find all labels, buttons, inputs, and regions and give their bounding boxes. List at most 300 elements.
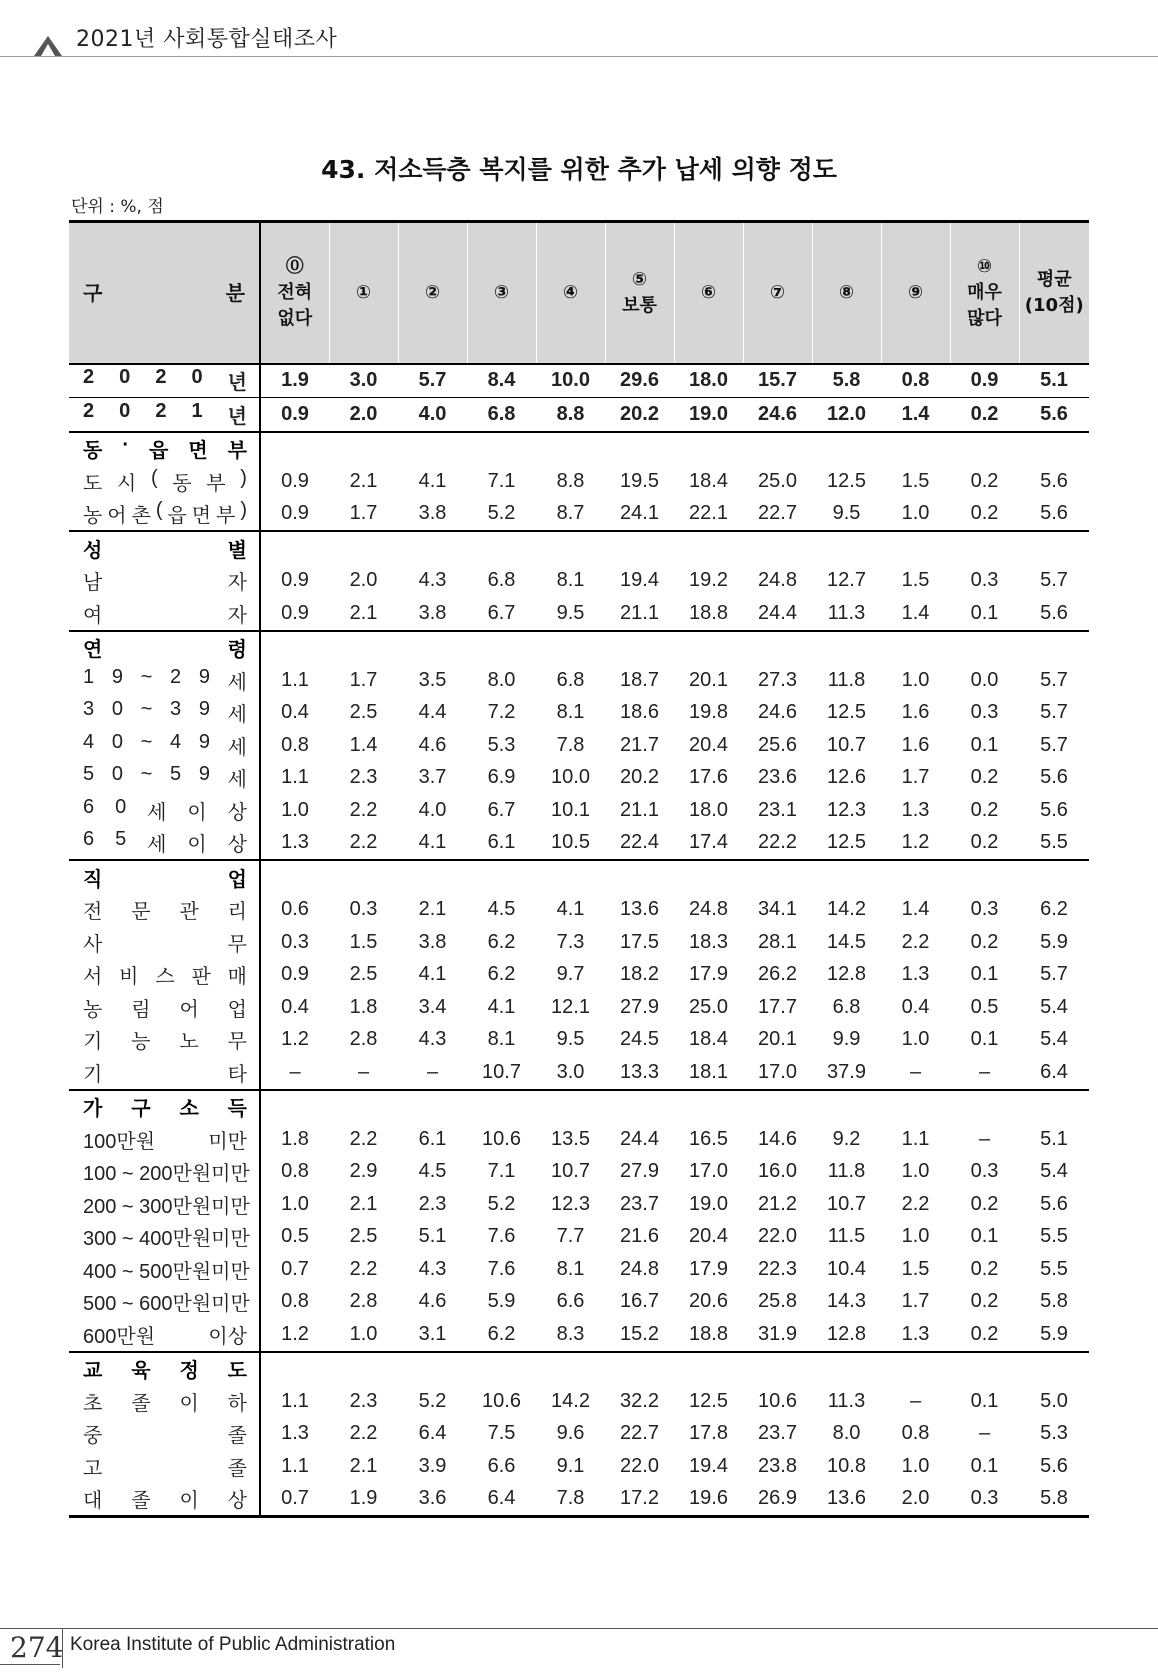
data-cell: 12.5 (827, 701, 866, 724)
data-cell: 0.9 (281, 469, 309, 492)
data-cell: 5.7 (1040, 701, 1068, 724)
data-cell: 24.8 (620, 1257, 659, 1280)
table-title: 43. 저소득층 복지를 위한 추가 납세 의향 정도 (321, 155, 837, 184)
data-cell: 5.6 (1040, 469, 1068, 492)
data-cell: 14.5 (827, 930, 866, 953)
data-cell: 3.0 (556, 1060, 585, 1083)
data-cell (743, 1352, 812, 1386)
data-cell: 6.8 (467, 398, 536, 432)
footer-rule (0, 1628, 1158, 1629)
row-label (69, 364, 260, 398)
row-label-text: 동 · 읍 면 부 (83, 434, 247, 463)
data-cell: 2.1 (418, 898, 447, 921)
data-cell: 16.0 (758, 1160, 797, 1183)
data-cell: 1.4 (881, 398, 950, 432)
data-cell: – (978, 1060, 991, 1083)
row-label-text: 100만원 미만 (83, 1130, 247, 1153)
data-cell: 1.0 (901, 1454, 930, 1477)
data-cell: 24.1 (620, 502, 659, 525)
data-cell: 6.2 (487, 930, 516, 953)
section-row (69, 1352, 1089, 1386)
data-cell (260, 860, 329, 894)
data-cell: 18.0 (674, 364, 743, 398)
data-cell: 24.8 (689, 898, 728, 921)
year-row (69, 398, 1089, 432)
data-cell: 20.4 (689, 733, 728, 756)
data-cell: 22.4 (620, 831, 659, 854)
data-cell: 1.3 (901, 1322, 930, 1345)
data-cell: 1.8 (281, 1127, 309, 1150)
table-row (69, 1188, 1089, 1221)
row-label-text: 300 ~ 400만원 미만 (83, 1228, 250, 1251)
data-cell: 0.2 (970, 1192, 999, 1215)
data-cell: 27.3 (758, 668, 797, 691)
row-label-text: 중 졸 (83, 1425, 247, 1448)
row-header-right: 분 (225, 280, 245, 305)
data-cell: 21.1 (620, 601, 659, 624)
column-header-line: 없다 (277, 307, 313, 329)
data-cell: 5.5 (1040, 1257, 1068, 1280)
data-cell: 20.6 (689, 1290, 728, 1313)
data-cell: 10.6 (758, 1389, 797, 1412)
data-cell: 0.8 (281, 1290, 309, 1313)
data-cell (812, 432, 881, 466)
column-header-line: ④ (562, 281, 579, 303)
data-cell: 1.1 (281, 766, 309, 789)
data-cell: 0.9 (260, 398, 329, 432)
data-cell: 1.3 (901, 963, 930, 986)
data-cell (1019, 432, 1089, 466)
data-cell: 0.8 (281, 733, 309, 756)
row-label-text: 직 업 (83, 868, 247, 891)
row-label-text: 500 ~ 600만원 미만 (83, 1293, 250, 1316)
data-cell: – (357, 1060, 370, 1083)
data-cell: 10.7 (482, 1060, 521, 1083)
data-cell (329, 1090, 398, 1124)
data-cell: 1.0 (901, 1225, 930, 1248)
data-cell: 19.0 (689, 1192, 728, 1215)
column-header-line: ⑥ (700, 281, 717, 303)
data-cell: 5.9 (487, 1290, 516, 1313)
data-cell (950, 1352, 1019, 1386)
table-row (69, 1253, 1089, 1286)
data-cell: 3.8 (418, 601, 447, 624)
data-cell (398, 1090, 467, 1124)
data-cell: 17.7 (758, 995, 797, 1018)
data-cell (605, 860, 674, 894)
data-cell: 5.7 (1040, 963, 1068, 986)
data-cell: 5.2 (418, 1389, 447, 1412)
table-row (69, 1123, 1089, 1156)
data-cell: 9.5 (832, 502, 861, 525)
header-logo-mark (34, 36, 62, 56)
data-cell: – (289, 1060, 301, 1083)
row-label (69, 729, 260, 762)
data-cell: 5.7 (398, 364, 467, 398)
data-cell: 6.2 (487, 963, 516, 986)
table-row (69, 959, 1089, 992)
data-cell: 31.9 (758, 1322, 797, 1345)
table-row (69, 1221, 1089, 1254)
data-cell: 17.5 (620, 930, 659, 953)
data-cell: 5.5 (1040, 1225, 1068, 1248)
data-cell: 12.8 (827, 1322, 866, 1345)
column-header-line: ⑩ (976, 255, 993, 277)
data-cell: 5.2 (487, 502, 516, 525)
data-cell: 27.9 (620, 1160, 659, 1183)
row-label (69, 1221, 260, 1254)
row-label (69, 1253, 260, 1286)
data-cell: 7.8 (556, 733, 585, 756)
data-cell: 1.3 (901, 798, 930, 821)
column-header-8 (812, 222, 881, 364)
data-cell: 5.1 (1019, 364, 1089, 398)
data-cell: 1.7 (349, 502, 378, 525)
data-cell: 19.5 (620, 469, 659, 492)
column-header-4 (536, 222, 605, 364)
row-label (69, 1024, 260, 1057)
row-label-text: 5 0 ~ 5 9 세 (83, 763, 247, 792)
row-label-text: 고 졸 (83, 1457, 247, 1480)
data-cell: 10.0 (536, 364, 605, 398)
data-cell: 21.7 (620, 733, 659, 756)
data-cell: 6.4 (1040, 1060, 1068, 1083)
data-cell: – (978, 1422, 991, 1445)
table-row (69, 894, 1089, 927)
data-cell: 4.0 (418, 798, 447, 821)
data-cell: 1.0 (281, 1192, 309, 1215)
table-row (69, 794, 1089, 827)
row-label (69, 498, 260, 532)
data-cell: 2.2 (349, 1257, 378, 1280)
data-cell: 7.2 (487, 701, 516, 724)
data-cell (536, 1352, 605, 1386)
section-row (69, 860, 1089, 894)
data-cell: 0.5 (281, 1225, 309, 1248)
data-cell: 4.1 (418, 963, 447, 986)
data-cell (536, 531, 605, 565)
data-cell: 20.4 (689, 1225, 728, 1248)
row-label (69, 1352, 260, 1386)
data-cell: 10.1 (551, 798, 590, 821)
data-cell: 0.4 (281, 701, 309, 724)
data-cell: 2.8 (349, 1028, 378, 1051)
data-cell: 1.5 (901, 569, 930, 592)
data-cell (329, 531, 398, 565)
data-cell: 10.6 (482, 1127, 521, 1150)
data-cell (881, 432, 950, 466)
data-cell: 8.8 (556, 469, 585, 492)
data-cell: 3.7 (418, 766, 447, 789)
data-cell: 4.6 (418, 733, 447, 756)
data-cell (536, 860, 605, 894)
data-cell: 11.8 (827, 1160, 866, 1183)
data-cell (950, 1090, 1019, 1124)
data-cell: – (426, 1060, 439, 1083)
data-cell: 18.7 (620, 668, 659, 691)
data-cell (674, 1352, 743, 1386)
data-cell: 17.8 (689, 1422, 728, 1445)
data-cell: 1.0 (281, 798, 309, 821)
table-row (69, 697, 1089, 730)
data-cell (1019, 1352, 1089, 1386)
column-header-line: 매우 (967, 281, 1002, 303)
data-cell: 9.7 (556, 963, 585, 986)
data-cell: 4.3 (418, 1028, 447, 1051)
data-cell: 22.3 (758, 1257, 797, 1280)
data-cell: 4.5 (487, 898, 516, 921)
table-row (69, 565, 1089, 598)
data-cell (398, 631, 467, 665)
row-label (69, 1450, 260, 1483)
data-cell: 15.2 (620, 1322, 659, 1345)
data-cell: 23.7 (758, 1422, 797, 1445)
column-header-line: ⑦ (769, 281, 786, 303)
row-label-text: 농 림 어 업 (83, 998, 247, 1021)
data-cell: 2.1 (349, 601, 378, 624)
row-label-text: 연 령 (83, 639, 247, 662)
table-row (69, 827, 1089, 861)
section-row (69, 631, 1089, 665)
data-cell: 10.7 (827, 1192, 866, 1215)
data-cell: 3.5 (418, 668, 447, 691)
data-cell: 22.7 (620, 1422, 659, 1445)
column-header-line: 많다 (967, 307, 1002, 329)
data-cell: 1.1 (281, 1389, 309, 1412)
data-cell: 1.4 (901, 898, 930, 921)
data-cell: 20.1 (758, 1028, 797, 1051)
data-cell (536, 432, 605, 466)
data-cell (260, 631, 329, 665)
row-label-text: 농 어 촌 ( 읍 면 부 ) (83, 499, 247, 528)
data-cell: 34.1 (758, 898, 797, 921)
data-cell: 1.9 (329, 1483, 398, 1517)
data-cell: 5.3 (1040, 1422, 1068, 1445)
data-cell: 0.2 (970, 831, 999, 854)
data-cell: 16.7 (620, 1290, 659, 1313)
data-cell: 10.4 (827, 1257, 866, 1280)
row-label (69, 432, 260, 466)
year-row (69, 364, 1089, 398)
data-cell: 5.6 (1019, 398, 1089, 432)
data-cell: 0.3 (970, 701, 999, 724)
data-cell: 24.5 (620, 1028, 659, 1051)
data-cell: 0.1 (970, 1454, 999, 1477)
data-cell (329, 432, 398, 466)
data-cell: 5.8 (1019, 1483, 1089, 1517)
data-cell: 7.7 (556, 1225, 585, 1248)
data-cell: 1.4 (901, 601, 930, 624)
row-label (69, 1483, 260, 1517)
data-cell: 18.1 (689, 1060, 728, 1083)
column-header-6 (674, 222, 743, 364)
data-cell (743, 631, 812, 665)
data-cell (950, 531, 1019, 565)
data-cell: 10.0 (551, 766, 590, 789)
data-cell: 2.2 (349, 798, 378, 821)
table-row (69, 729, 1089, 762)
data-cell: – (978, 1127, 991, 1150)
data-cell: 22.2 (758, 831, 797, 854)
data-cell: 2.5 (349, 1225, 378, 1248)
data-cell: 2.2 (349, 1127, 378, 1150)
data-cell (743, 1090, 812, 1124)
data-cell (467, 531, 536, 565)
footer-institute: Korea Institute of Public Administration (70, 1634, 396, 1655)
column-header-line: ② (424, 281, 441, 303)
data-cell: 2.5 (349, 963, 378, 986)
data-cell: 9.5 (556, 601, 585, 624)
data-cell: 8.7 (556, 502, 585, 525)
data-cell: 25.6 (758, 733, 797, 756)
data-cell: 5.9 (1040, 1322, 1068, 1345)
data-cell: 0.9 (950, 364, 1019, 398)
data-cell: 2.0 (881, 1483, 950, 1517)
data-cell: 4.3 (418, 569, 447, 592)
data-cell: 7.8 (536, 1483, 605, 1517)
column-header-line: 평균 (1036, 268, 1072, 290)
data-cell: 0.1 (970, 601, 999, 624)
data-cell: 11.5 (827, 1225, 866, 1248)
data-cell: 3.9 (418, 1454, 447, 1477)
data-cell: 0.2 (970, 798, 999, 821)
column-header-line: ⑤ (631, 268, 648, 290)
row-label (69, 465, 260, 498)
data-cell (260, 432, 329, 466)
row-label-text: 기 능 노 무 (83, 1031, 247, 1054)
data-cell: 24.4 (758, 601, 797, 624)
data-cell: 5.7 (1040, 733, 1068, 756)
data-cell: 1.6 (901, 733, 930, 756)
data-cell: 6.6 (556, 1290, 585, 1313)
data-cell: 17.9 (689, 1257, 728, 1280)
data-cell (881, 1090, 950, 1124)
data-cell: 0.1 (970, 1389, 999, 1412)
data-cell: 6.7 (487, 601, 516, 624)
row-label (69, 991, 260, 1024)
data-cell: 5.7 (1040, 668, 1068, 691)
table-row (69, 991, 1089, 1024)
data-cell (950, 432, 1019, 466)
row-header-cell (69, 222, 260, 364)
table-row (69, 664, 1089, 697)
data-cell: 0.9 (281, 963, 309, 986)
data-cell: 0.3 (970, 1160, 999, 1183)
data-cell (950, 631, 1019, 665)
data-cell: 23.6 (758, 766, 797, 789)
data-cell: 0.3 (950, 1483, 1019, 1517)
row-label (69, 1156, 260, 1189)
data-cell: 13.6 (812, 1483, 881, 1517)
data-cell: 0.3 (281, 930, 309, 953)
data-cell: 19.4 (689, 1454, 728, 1477)
data-cell: 18.2 (620, 963, 659, 986)
data-cell: 2.5 (349, 701, 378, 724)
data-cell: 23.1 (758, 798, 797, 821)
data-cell: 1.0 (901, 502, 930, 525)
data-cell: 7.6 (487, 1225, 516, 1248)
data-cell (329, 860, 398, 894)
data-cell: 12.3 (551, 1192, 590, 1215)
row-label (69, 697, 260, 730)
data-cell: 5.4 (1040, 995, 1068, 1018)
data-cell: 6.4 (467, 1483, 536, 1517)
row-label-text: 도 시 ( 동 부 ) (83, 466, 247, 495)
data-cell: 5.5 (1040, 831, 1068, 854)
data-cell: 0.9 (281, 601, 309, 624)
row-label (69, 827, 260, 861)
data-cell (881, 631, 950, 665)
data-cell: 5.6 (1040, 1454, 1068, 1477)
data-cell: 8.1 (556, 1257, 585, 1280)
data-cell: 19.8 (689, 701, 728, 724)
data-cell: 19.2 (689, 569, 728, 592)
data-cell: 4.1 (418, 831, 447, 854)
data-cell: 0.3 (970, 898, 999, 921)
data-cell: 10.7 (827, 733, 866, 756)
data-cell: 1.9 (260, 364, 329, 398)
row-label-text: 남 자 (83, 572, 247, 595)
data-cell: 0.6 (281, 898, 309, 921)
data-cell: 1.2 (281, 1028, 309, 1051)
table-row (69, 1056, 1089, 1090)
data-cell (674, 432, 743, 466)
data-cell (743, 432, 812, 466)
data-cell: 1.2 (901, 831, 930, 854)
survey-table (69, 220, 1089, 1518)
row-label-text: 100 ~ 200만원 미만 (83, 1163, 250, 1186)
data-cell: 12.7 (827, 569, 866, 592)
data-cell (605, 531, 674, 565)
data-cell: 1.8 (349, 995, 378, 1018)
data-cell: 7.1 (487, 1160, 516, 1183)
data-cell: 8.4 (467, 364, 536, 398)
data-cell: 4.5 (418, 1160, 447, 1183)
data-cell: 7.3 (556, 930, 585, 953)
data-cell: 4.4 (418, 701, 447, 724)
data-cell: 25.0 (758, 469, 797, 492)
row-label-text: 전 문 관 리 (83, 901, 247, 924)
row-label (69, 1385, 260, 1418)
row-label (69, 794, 260, 827)
data-cell: 1.0 (901, 1028, 930, 1051)
data-cell (605, 631, 674, 665)
data-cell: 26.9 (743, 1483, 812, 1517)
data-cell: 7.1 (487, 469, 516, 492)
data-cell: 11.8 (827, 668, 866, 691)
data-cell: 1.1 (281, 668, 309, 691)
data-cell (674, 860, 743, 894)
data-cell: 1.3 (281, 1422, 309, 1445)
data-cell: 6.8 (556, 668, 585, 691)
data-cell: 26.2 (758, 963, 797, 986)
table-row (69, 1156, 1089, 1189)
row-label-text: 사 무 (83, 933, 247, 956)
table-row (69, 1286, 1089, 1319)
data-cell: 0.2 (970, 1257, 999, 1280)
data-cell: 17.9 (689, 963, 728, 986)
data-cell: 9.6 (556, 1422, 585, 1445)
data-cell: 2.1 (349, 1192, 378, 1215)
row-label (69, 894, 260, 927)
data-cell: 0.2 (970, 502, 999, 525)
data-cell: 14.6 (758, 1127, 797, 1150)
data-cell: 13.3 (620, 1060, 659, 1083)
data-cell (812, 1352, 881, 1386)
row-label-text: 1 9 ~ 2 9 세 (83, 665, 247, 694)
table-row (69, 597, 1089, 631)
data-cell: 25.8 (758, 1290, 797, 1313)
